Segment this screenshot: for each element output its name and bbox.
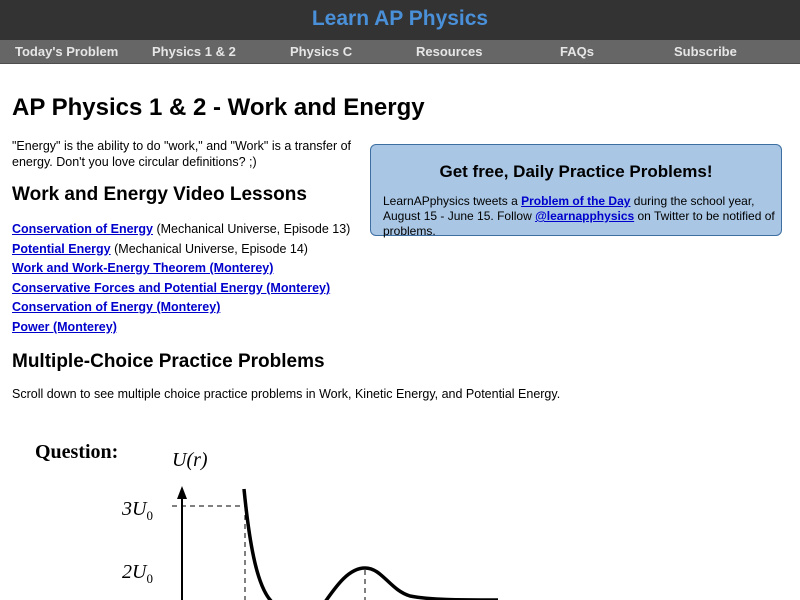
tick-label-2u0: $2U_0$ [122,561,153,586]
promo-text: LearnAPphysics tweets a Problem of the Day during the school year, August 15 - June 15. Follow @learnapphysics on Twitter to be notified of problems. [383,194,775,238]
intro-paragraph: "Energy" is the ability to do "work," and "Work" is a transfer of energy. Don't you love circular definitions? ;) [12,139,352,169]
promo-title: Get free, Daily Practice Problems! [439,162,713,181]
video-link[interactable]: Conservation of Energy (Monterey) [12,300,221,315]
potential-curve-right [325,568,498,600]
nav-physics-c[interactable]: Physics C [290,44,353,59]
video-lessons-heading: Work and Energy Video Lessons [12,184,307,205]
site-title-link[interactable]: Learn AP Physics [311,7,489,30]
nav-resources[interactable]: Resources [416,44,483,59]
potential-energy-graph [100,430,520,600]
list-item [12,298,350,318]
video-link[interactable]: Power (Monterey) [12,319,117,334]
page-title: AP Physics 1 & 2 - Work and Energy [12,94,425,121]
nav-todays-problem[interactable]: Today's Problem [15,44,119,59]
site-header [0,0,800,40]
twitter-handle-link[interactable]: @learnapphysics [535,209,635,223]
question-label: Question: [35,441,119,463]
video-link[interactable]: Potential Energy [12,241,111,256]
daily-problems-promo [370,144,782,236]
nav-subscribe[interactable]: Subscribe [674,44,737,59]
list-item [12,318,350,338]
video-note: (Mechanical Universe, Episode 13) [153,222,351,236]
video-link[interactable]: Work and Work-Energy Theorem (Monterey) [12,261,274,276]
video-lesson-list [12,220,350,338]
video-link[interactable]: Conservative Forces and Potential Energy (Monterey) [12,280,331,295]
practice-problems-text: Scroll down to see multiple choice practice problems in Work, Kinetic Energy, and Potential Energy. [12,387,561,401]
list-item [12,220,350,240]
tick-label-3u0: $3U_0$ [122,498,153,523]
y-axis-arrow [177,486,187,499]
potential-curve-left [244,489,272,600]
main-nav [0,40,800,64]
list-item [12,240,350,260]
list-item [12,279,350,299]
problem-of-the-day-link[interactable]: Problem of the Day [521,194,631,208]
video-note: (Mechanical Universe, Episode 14) [110,241,308,256]
y-axis-label: U(r) [172,449,208,471]
nav-physics-1-2[interactable]: Physics 1 & 2 [152,44,236,59]
practice-problems-heading: Multiple-Choice Practice Problems [12,351,325,372]
list-item [12,259,350,279]
video-link[interactable]: Conservation of Energy [12,222,153,236]
nav-faqs[interactable]: FAQs [560,44,594,59]
